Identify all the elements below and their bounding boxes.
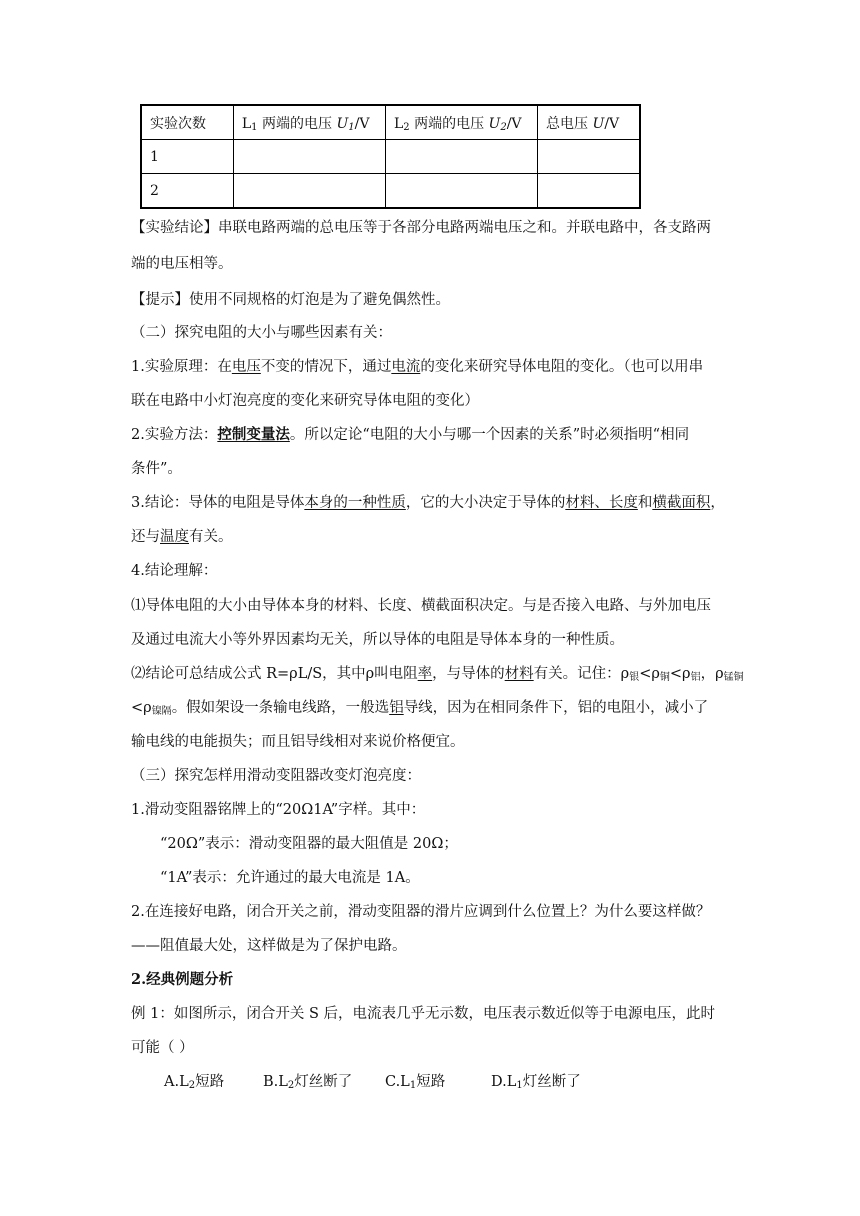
voltage-table xyxy=(140,104,641,209)
section-2-title: （二）探究电阻的大小与哪些因素有关： xyxy=(131,325,392,341)
example-1-line-1: 例 1：如图所示，闭合开关 S 后，电流表几乎无示数，电压表示数近似等于电源电压，此时 xyxy=(131,1006,715,1022)
table-cell xyxy=(385,140,537,174)
section-3-title: （三）探究怎样用滑动变阻器改变灯泡亮度： xyxy=(131,768,421,784)
understanding-item-2c: 输电线的电能损失；而且铝导线相对来说价格便宜。 xyxy=(131,734,465,750)
table-cell xyxy=(385,174,537,209)
table-header-row xyxy=(141,105,640,140)
understanding-item-2a: ⑵结论可总结成公式 R=ρL/S，其中ρ叫电阻率，与导体的材料有关。记住：$\rho_银<\rho_铜<\rho_铝$，$\rho_{锰铜}$ xyxy=(131,666,744,683)
option-b: $B.L_2$灯丝断了 xyxy=(263,1074,353,1091)
option-d: $D.L_1$灯丝断了 xyxy=(491,1074,581,1091)
result-line-1: 3.结论：导体的电阻是导体本身的一种性质，它的大小决定于导体的材料、长度和横截面积， xyxy=(131,495,725,511)
table-cell: 2 xyxy=(141,174,233,209)
slider-answer-line: ——阻值最大处，这样做是为了保护电路。 xyxy=(131,938,407,954)
table-row xyxy=(141,174,640,209)
principle-line-2: 联在电路中小灯泡亮度的变化来研究导体电阻的变化） xyxy=(131,393,479,409)
conclusion-line-2: 端的电压相等。 xyxy=(131,256,233,272)
option-a: $A.L_2$短路 xyxy=(164,1074,225,1091)
table-header-cell: 总电压 U/V xyxy=(538,105,640,140)
table-cell xyxy=(233,140,385,174)
understanding-item-1b: 及通过电流大小等外界因素均无关，所以导体的电阻是导体本身的一种性质。 xyxy=(131,632,624,648)
option-c: $C.L_1$短路 xyxy=(385,1074,446,1091)
understanding-item-1a: ⑴导体电阻的大小由导体本身的材料、长度、横截面积决定。与是否接入电路、与外加电压 xyxy=(131,598,711,614)
rheostat-1a-line: “1A”表示：允许通过的最大电流是 1A。 xyxy=(160,870,420,886)
table-cell xyxy=(233,174,385,209)
table-header-cell: $L_1$ 两端的电压 $U_1/V$ xyxy=(233,105,385,140)
understanding-title: 4.结论理解： xyxy=(131,563,218,579)
table-row xyxy=(141,140,640,174)
table-cell: 1 xyxy=(141,140,233,174)
method-line-2: 条件”。 xyxy=(131,461,182,477)
result-line-2: 还与温度有关。 xyxy=(131,529,233,545)
tip-line: 【提示】使用不同规格的灯泡是为了避免偶然性。 xyxy=(131,292,450,308)
slider-question-line: 2.在连接好电路，闭合开关之前，滑动变阻器的滑片应调到什么位置上？为什么要这样做？ xyxy=(131,904,711,920)
example-1-line-2: 可能（ ） xyxy=(131,1040,194,1056)
method-line-1: 2.实验方法：控制变量法。所以定论“电阻的大小与哪一个因素的关系”时必须指明“相同 xyxy=(131,426,690,443)
rheostat-nameplate-line: 1.滑动变阻器铭牌上的“20Ω1A”字样。其中： xyxy=(131,802,426,818)
table-header-cell: 实验次数 xyxy=(141,105,233,140)
table-cell xyxy=(538,140,640,174)
table-header-cell: $L_2$ 两端的电压 $U_2/V$ xyxy=(385,105,537,140)
table-cell xyxy=(538,174,640,209)
example-1-options xyxy=(164,1072,581,1096)
rheostat-20-ohm-line: “20Ω”表示：滑动变阻器的最大阻值是 20Ω； xyxy=(160,836,458,852)
understanding-item-2b: $<\rho_{镍隔}$。假如架设一条输电线路，一般选铝导线，因为在相同条件下，铝的电阻小，减小了 xyxy=(131,700,709,717)
examples-heading: 2.经典例题分析 xyxy=(131,971,234,988)
principle-line-1: 1.实验原理：在电压不变的情况下，通过电流的变化来研究导体电阻的变化。（也可以用串 xyxy=(131,359,704,375)
conclusion-line-1: 【实验结论】串联电路两端的总电压等于各部分电路两端电压之和。并联电路中，各支路两 xyxy=(131,220,711,236)
